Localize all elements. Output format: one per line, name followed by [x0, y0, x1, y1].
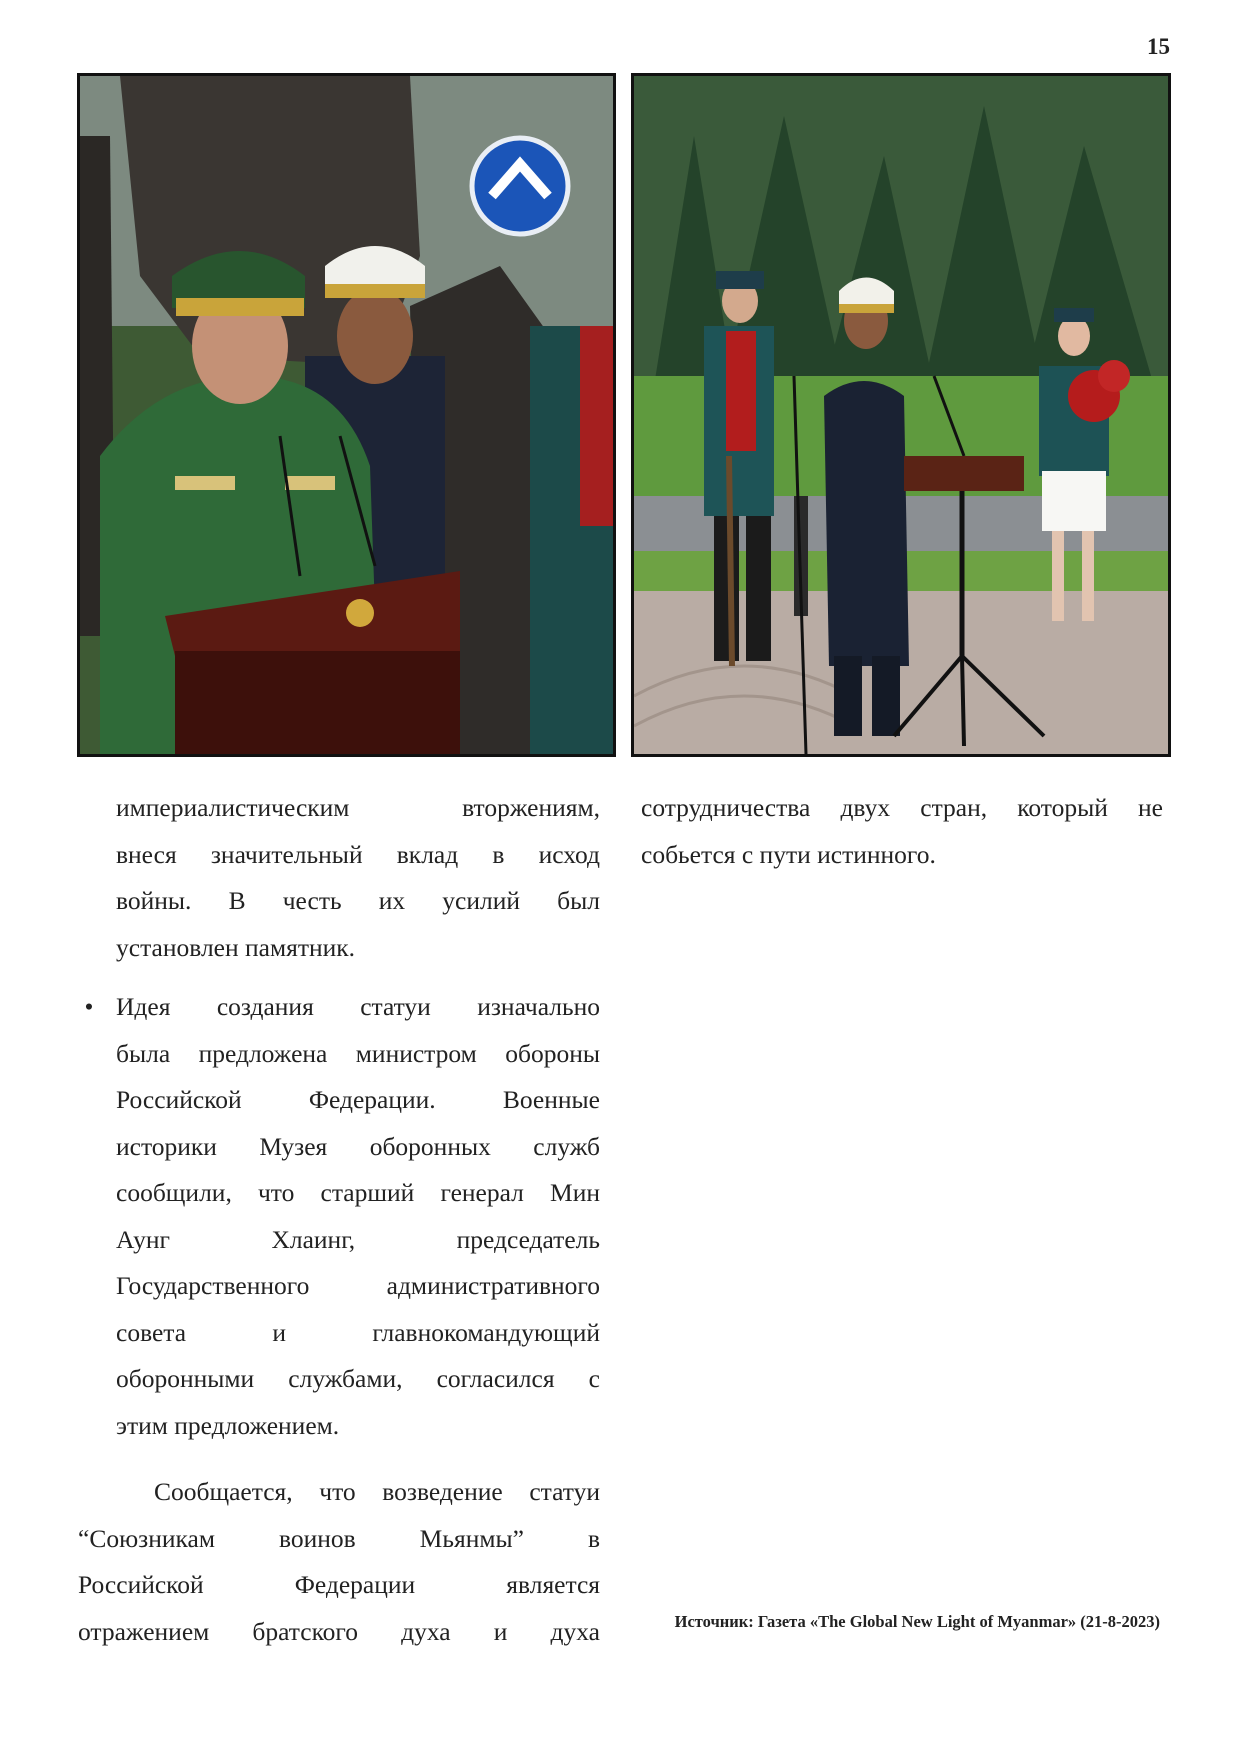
text-line: отражением братского духа и духа	[78, 1616, 600, 1646]
text-line: Аунг Хлаинг, председатель	[116, 1224, 600, 1254]
text-line: Российской Федерации является	[78, 1570, 600, 1599]
photo-myanmar-general-at-podium	[631, 73, 1171, 757]
text-line: войны. В честь их усилий был	[116, 886, 600, 915]
bullet-text	[116, 984, 600, 1449]
continued-paragraph	[116, 785, 600, 971]
text-line: совета и главнокомандующий	[116, 1317, 600, 1347]
photo-russian-minister-at-podium	[77, 73, 616, 757]
text-line: внеся значительный вклад в исход	[116, 839, 600, 869]
page-number: 15	[1147, 34, 1170, 59]
text-line: сообщили, что старший генерал Мин	[116, 1178, 600, 1207]
text-line: этим предложением.	[116, 1410, 340, 1440]
text-line: империалистическим вторжениям,	[116, 793, 600, 822]
text-line: была предложена министром обороны	[116, 1038, 600, 1068]
text-line: оборонными службами, согласился с	[116, 1364, 600, 1393]
final-paragraph	[78, 1469, 600, 1655]
text-line: Российской Федерации. Военные	[116, 1085, 600, 1114]
text-line: “Союзникам воинов Мьянмы” в	[78, 1523, 600, 1553]
text-line: собьется с пути истинного.	[641, 839, 936, 869]
text-line: установлен памятник.	[116, 932, 356, 962]
text-line: Идея создания статуи изначально	[116, 992, 600, 1021]
text-line: Сообщается, что возведение статуи	[154, 1477, 600, 1506]
text-line: историки Музея оборонных служб	[116, 1131, 600, 1161]
bullet-list-item	[78, 984, 600, 1449]
text-line: сотрудничества двух стран, который не	[641, 793, 1163, 822]
text-line: Государственного административного	[116, 1271, 600, 1300]
right-column-paragraph	[641, 785, 1163, 878]
bullet-icon: •	[84, 992, 94, 1021]
source-citation: Источник: Газета «The Global New Light of Myanmar» (21-8-2023)	[674, 1612, 1160, 1631]
